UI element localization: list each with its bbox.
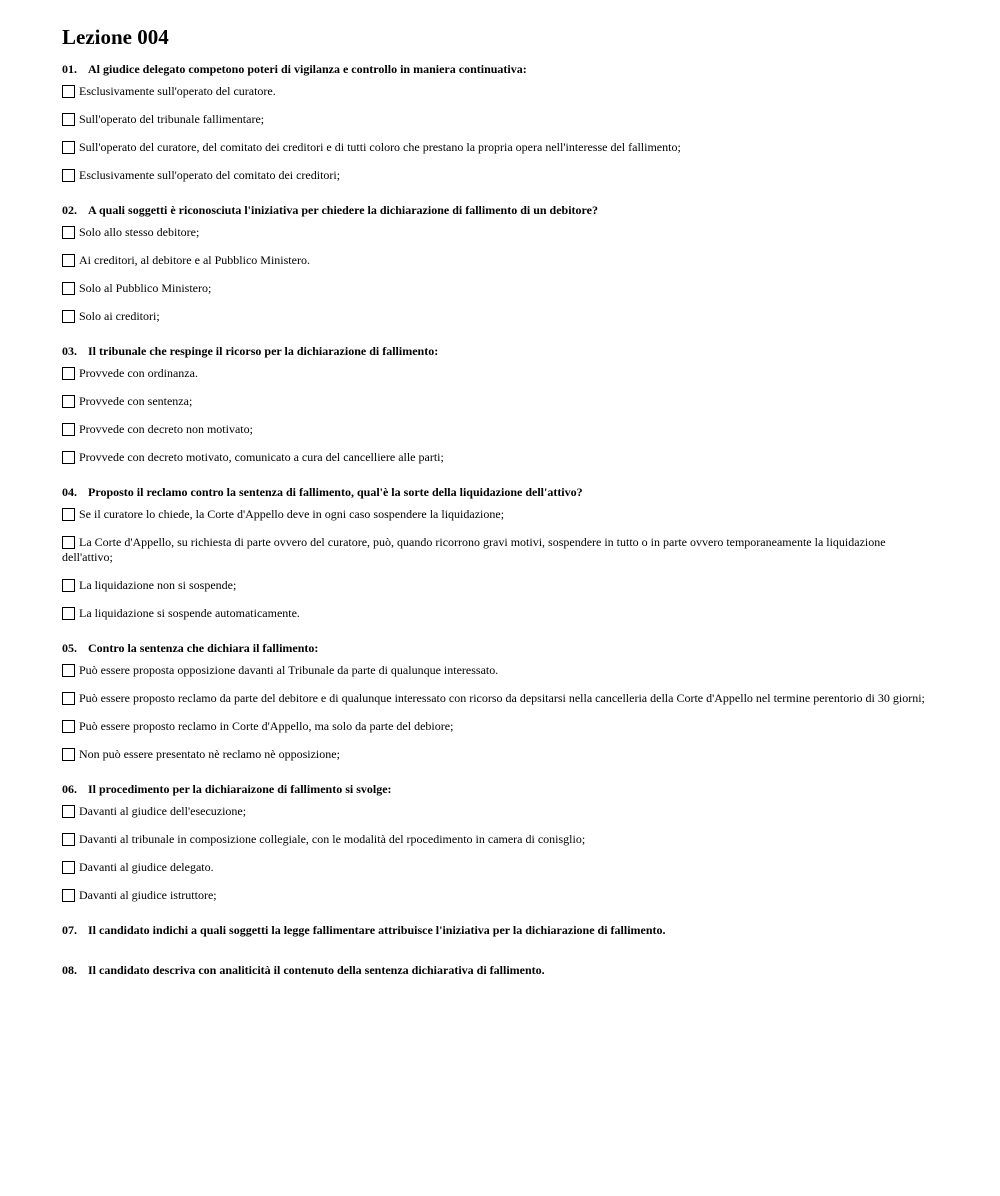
option-label: La Corte d'Appello, su richiesta di parte ovvero del curatore, può, quando ricorrono gravi motivi, sospendere in tutto o in parte ovvero temporaneamente la liquidazione dell'attivo; — [62, 535, 886, 564]
option-item — [62, 112, 938, 127]
question-number: 02. — [62, 203, 77, 217]
option-item — [62, 168, 938, 183]
answer-checkbox[interactable] — [62, 748, 75, 761]
question-number: 04. — [62, 485, 77, 499]
option-item — [62, 860, 938, 875]
question-number: 06. — [62, 782, 77, 796]
question-06 — [62, 781, 938, 903]
option-item — [62, 691, 938, 706]
option-label: Se il curatore lo chiede, la Corte d'Appello deve in ogni caso sospendere la liquidazione; — [79, 507, 505, 521]
question-label: Proposto il reclamo contro la sentenza di fallimento, qual'è la sorte della liquidazione dell'attivo? — [88, 485, 583, 499]
question-08 — [62, 962, 938, 978]
options-list — [62, 804, 938, 903]
answer-checkbox[interactable] — [62, 833, 75, 846]
answer-checkbox[interactable] — [62, 579, 75, 592]
option-item — [62, 84, 938, 99]
option-item — [62, 832, 938, 847]
question-number: 07. — [62, 923, 77, 937]
option-label: Davanti al giudice dell'esecuzione; — [79, 804, 247, 818]
option-item — [62, 719, 938, 734]
question-label: Al giudice delegato competono poteri di vigilanza e controllo in maniera continuativa: — [88, 62, 527, 76]
answer-checkbox[interactable] — [62, 861, 75, 874]
question-text — [62, 61, 938, 77]
option-label: Può essere proposto reclamo da parte del debitore e di qualunque interessato con ricorso da depsitarsi nella cancelleria della Corte d'Appello nel termine perentorio di 30 giorni; — [79, 691, 925, 705]
answer-checkbox[interactable] — [62, 720, 75, 733]
question-02 — [62, 202, 938, 324]
question-01 — [62, 61, 938, 183]
options-list — [62, 225, 938, 324]
option-label: Non può essere presentato nè reclamo nè opposizione; — [79, 747, 340, 761]
option-label: Provvede con decreto motivato, comunicato a cura del cancelliere alle parti; — [79, 450, 444, 464]
option-label: Può essere proposto reclamo in Corte d'Appello, ma solo da parte del debiore; — [79, 719, 454, 733]
answer-checkbox[interactable] — [62, 85, 75, 98]
option-label: Solo al Pubblico Ministero; — [79, 281, 212, 295]
option-item — [62, 366, 938, 381]
option-label: Davanti al tribunale in composizione collegiale, con le modalità del rpocedimento in camera di conisglio; — [79, 832, 586, 846]
question-text — [62, 484, 938, 500]
options-list — [62, 663, 938, 762]
answer-checkbox[interactable] — [62, 254, 75, 267]
question-03 — [62, 343, 938, 465]
question-number: 08. — [62, 963, 77, 977]
lesson-title: Lezione 004 — [62, 25, 169, 49]
option-item — [62, 309, 938, 324]
answer-checkbox[interactable] — [62, 423, 75, 436]
question-text — [62, 343, 938, 359]
option-item — [62, 281, 938, 296]
option-item — [62, 578, 938, 593]
option-label: La liquidazione non si sospende; — [79, 578, 237, 592]
question-05 — [62, 640, 938, 762]
option-item — [62, 747, 938, 762]
answer-checkbox[interactable] — [62, 169, 75, 182]
option-item — [62, 535, 938, 565]
option-label: Esclusivamente sull'operato del curatore. — [79, 84, 276, 98]
option-label: La liquidazione si sospende automaticamente. — [79, 606, 300, 620]
answer-checkbox[interactable] — [62, 664, 75, 677]
option-item — [62, 394, 938, 409]
question-label: Contro la sentenza che dichiara il fallimento: — [88, 641, 319, 655]
answer-checkbox[interactable] — [62, 367, 75, 380]
option-label: Può essere proposta opposizione davanti al Tribunale da parte di qualunque interessato. — [79, 663, 499, 677]
option-label: Sull'operato del tribunale fallimentare; — [79, 112, 265, 126]
answer-checkbox[interactable] — [62, 113, 75, 126]
option-label: Esclusivamente sull'operato del comitato dei creditori; — [79, 168, 341, 182]
question-text — [62, 781, 938, 797]
option-label: Provvede con ordinanza. — [79, 366, 198, 380]
question-label: Il tribunale che respinge il ricorso per la dichiarazione di fallimento: — [88, 344, 439, 358]
answer-checkbox[interactable] — [62, 451, 75, 464]
answer-checkbox[interactable] — [62, 310, 75, 323]
option-item — [62, 663, 938, 678]
question-label: A quali soggetti è riconosciuta l'iniziativa per chiedere la dichiarazione di fallimento di un debitore? — [88, 203, 598, 217]
options-list — [62, 84, 938, 183]
answer-checkbox[interactable] — [62, 692, 75, 705]
question-label: Il candidato indichi a quali soggetti la legge fallimentare attribuisce l'iniziativa per la dichiarazione di fallimento. — [88, 923, 666, 937]
answer-checkbox[interactable] — [62, 395, 75, 408]
question-text — [62, 922, 938, 938]
answer-checkbox[interactable] — [62, 805, 75, 818]
question-label: Il candidato descriva con analiticità il contenuto della sentenza dichiarativa di fallimento. — [88, 963, 545, 977]
question-number: 03. — [62, 344, 77, 358]
answer-checkbox[interactable] — [62, 282, 75, 295]
option-label: Solo ai creditori; — [79, 309, 160, 323]
question-number: 05. — [62, 641, 77, 655]
options-list — [62, 507, 938, 621]
option-label: Sull'operato del curatore, del comitato dei creditori e di tutti coloro che prestano la propria opera nell'interesse del fallimento; — [79, 140, 681, 154]
answer-checkbox[interactable] — [62, 508, 75, 521]
answer-checkbox[interactable] — [62, 889, 75, 902]
question-07 — [62, 922, 938, 938]
option-item — [62, 606, 938, 621]
option-item — [62, 422, 938, 437]
option-item — [62, 804, 938, 819]
option-label: Davanti al giudice delegato. — [79, 860, 214, 874]
option-item — [62, 888, 938, 903]
question-text — [62, 202, 938, 218]
option-label: Provvede con sentenza; — [79, 394, 193, 408]
option-item — [62, 225, 938, 240]
option-item — [62, 253, 938, 268]
question-number: 01. — [62, 62, 77, 76]
answer-checkbox[interactable] — [62, 536, 75, 549]
answer-checkbox[interactable] — [62, 607, 75, 620]
answer-checkbox[interactable] — [62, 141, 75, 154]
option-label: Solo allo stesso debitore; — [79, 225, 200, 239]
answer-checkbox[interactable] — [62, 226, 75, 239]
option-label: Ai creditori, al debitore e al Pubblico Ministero. — [79, 253, 310, 267]
option-label: Davanti al giudice istruttore; — [79, 888, 217, 902]
option-item — [62, 140, 938, 155]
option-item — [62, 450, 938, 465]
question-text — [62, 640, 938, 656]
option-label: Provvede con decreto non motivato; — [79, 422, 253, 436]
option-item — [62, 507, 938, 522]
question-04 — [62, 484, 938, 621]
question-label: Il procedimento per la dichiaraizone di fallimento si svolge: — [88, 782, 392, 796]
options-list — [62, 366, 938, 465]
question-text — [62, 962, 938, 978]
